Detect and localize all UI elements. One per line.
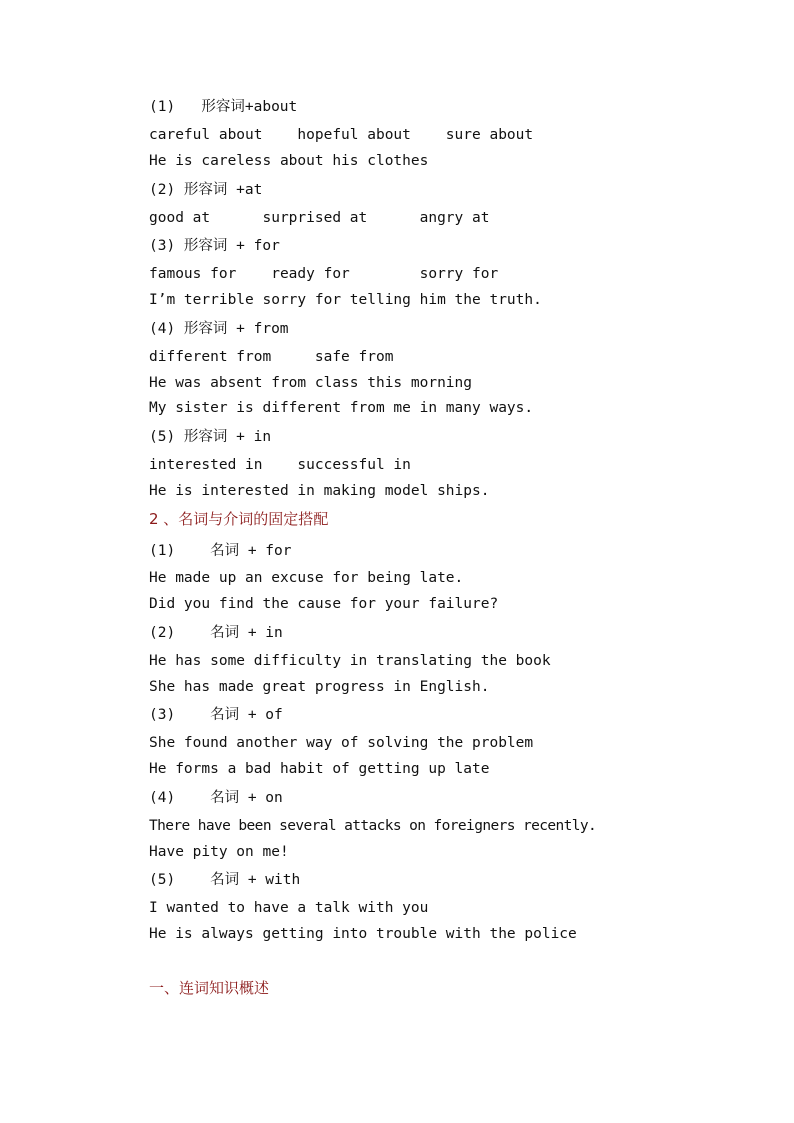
example-sentence: He is interested in making model ships. bbox=[149, 483, 490, 499]
heading-adj-about: (1) 形容词+about bbox=[149, 99, 298, 115]
heading-noun-on: (4) 名词 + on bbox=[149, 790, 283, 806]
heading-noun-of: (3) 名词 + of bbox=[149, 707, 283, 723]
example-sentence: He was absent from class this morning bbox=[149, 375, 473, 391]
example-sentence: Have pity on me! bbox=[149, 844, 289, 860]
example-phrases: good at surprised at angry at bbox=[149, 210, 490, 226]
example-sentence: He is careless about his clothes bbox=[149, 153, 429, 169]
heading-adj-for: (3) 形容词 + for bbox=[149, 238, 280, 254]
example-phrases: different from safe from bbox=[149, 349, 394, 365]
example-sentence: He made up an excuse for being late. bbox=[149, 570, 464, 586]
example-sentence: I wanted to have a talk with you bbox=[149, 900, 429, 916]
heading-noun-with: (5) 名词 + with bbox=[149, 872, 301, 888]
example-sentence: He has some difficulty in translating the book bbox=[149, 653, 551, 669]
heading-noun-for: (1) 名词 + for bbox=[149, 543, 292, 559]
example-sentence: She has made great progress in English. bbox=[149, 679, 490, 695]
heading-adj-in: (5) 形容词 + in bbox=[149, 429, 272, 445]
example-sentence: My sister is different from me in many ways. bbox=[149, 400, 534, 416]
heading-adj-from: (4) 形容词 + from bbox=[149, 321, 289, 337]
example-sentence: He is always getting into trouble with the police bbox=[149, 926, 577, 942]
section-title-conjunctions: 一、连词知识概述 bbox=[149, 979, 270, 997]
example-sentence: There have been several attacks on foreigners recently. bbox=[149, 818, 597, 834]
example-phrases: interested in successful in bbox=[149, 457, 411, 473]
example-sentence: He forms a bad habit of getting up late bbox=[149, 761, 490, 777]
heading-adj-at: (2) 形容词 +at bbox=[149, 182, 263, 198]
example-sentence: She found another way of solving the problem bbox=[149, 735, 534, 751]
example-phrases: careful about hopeful about sure about bbox=[149, 127, 534, 143]
section-title-noun-prep: 2 、名词与介词的固定搭配 bbox=[149, 510, 329, 528]
heading-noun-in: (2) 名词 + in bbox=[149, 625, 283, 641]
example-sentence: Did you find the cause for your failure? bbox=[149, 596, 499, 612]
example-phrases: famous for ready for sorry for bbox=[149, 266, 499, 282]
example-sentence: I’m terrible sorry for telling him the truth. bbox=[149, 292, 542, 308]
